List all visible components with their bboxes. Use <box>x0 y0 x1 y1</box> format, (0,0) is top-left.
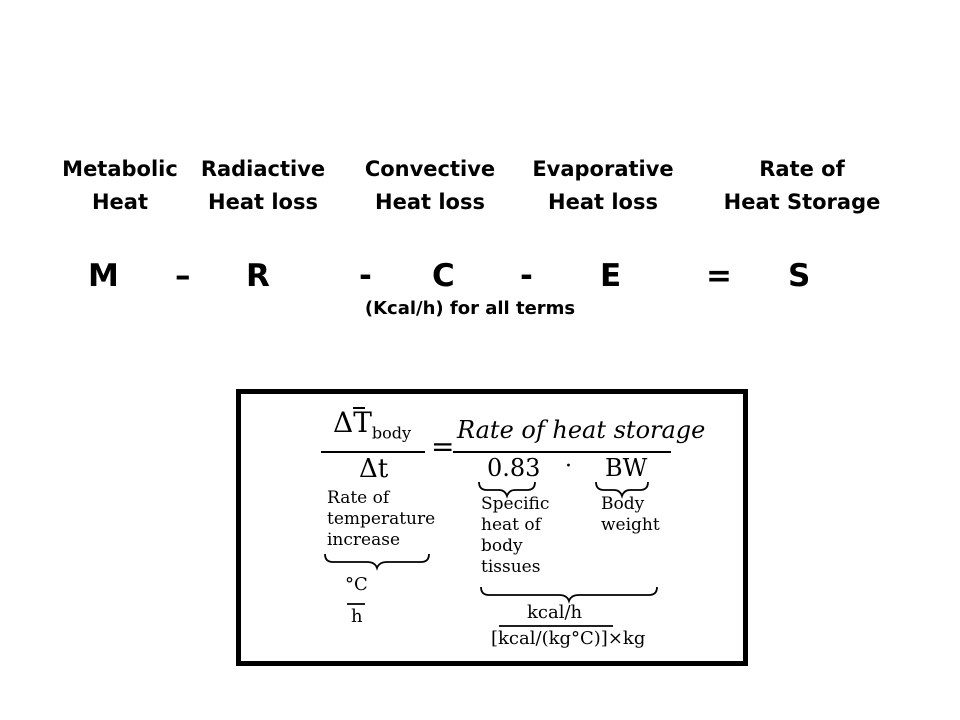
term-line1: Convective <box>364 157 496 181</box>
label-line: weight <box>601 515 660 535</box>
equation-dash-2: - <box>520 258 533 294</box>
delta-t-symbol: ΔT <box>333 406 372 439</box>
unit-kcal-per-hour: kcal/h <box>527 602 583 623</box>
label-line: Body <box>601 494 645 514</box>
term-line2: Heat loss <box>208 190 318 214</box>
unit-celsius: °C <box>345 574 368 595</box>
equation-equals: = <box>706 258 732 294</box>
term-line2: Heat loss <box>375 190 485 214</box>
term-line2: Heat loss <box>548 190 658 214</box>
term-line2: Heat Storage <box>723 190 881 214</box>
term-rate-of-heat-storage <box>702 153 902 219</box>
body-weight-label <box>601 494 660 536</box>
units-note: (Kcal/h) for all terms <box>364 298 576 319</box>
rate-of-heat-storage-label: Rate of heat storage <box>457 416 706 444</box>
body-subscript: body <box>371 423 412 443</box>
rate-of-temperature-increase-label <box>327 488 435 551</box>
label-line: temperature <box>327 509 436 529</box>
equation-e: E <box>600 258 622 294</box>
equation-c: C <box>432 258 455 294</box>
delta-time: Δt <box>359 454 389 484</box>
delta-t-body <box>333 406 411 443</box>
term-line1: Metabolic <box>62 157 178 181</box>
body-weight-symbol: BW <box>605 454 648 482</box>
equation-m: M <box>88 258 119 294</box>
specific-heat-value: 0.83 <box>487 454 541 482</box>
term-line1: Rate of <box>759 157 845 181</box>
equation-s: S <box>788 258 811 294</box>
label-line: Specific <box>481 494 550 514</box>
term-line1: Evaporative <box>532 157 674 181</box>
unit-specific-heat-times-kg: [kcal/(kg°C)]×kg <box>491 628 646 649</box>
label-line: tissues <box>481 557 541 577</box>
unit-hour: h <box>351 606 363 627</box>
heat-storage-formula-figure <box>236 389 748 666</box>
term-convective-heat-loss <box>330 153 530 219</box>
term-line1: Radiactive <box>200 157 326 181</box>
equation-minus: – <box>175 258 191 294</box>
formula-equals: = <box>431 430 455 463</box>
label-line: Rate of <box>327 488 390 508</box>
term-line2: Heat <box>91 190 149 214</box>
equation-dash-1: - <box>359 258 372 294</box>
multiply-dot: · <box>565 454 572 479</box>
equation-r: R <box>246 258 270 294</box>
specific-heat-label <box>481 494 549 578</box>
label-line: body <box>481 536 523 556</box>
label-line: increase <box>327 530 401 550</box>
term-evaporative-heat-loss <box>503 153 703 219</box>
label-line: heat of <box>481 515 541 535</box>
